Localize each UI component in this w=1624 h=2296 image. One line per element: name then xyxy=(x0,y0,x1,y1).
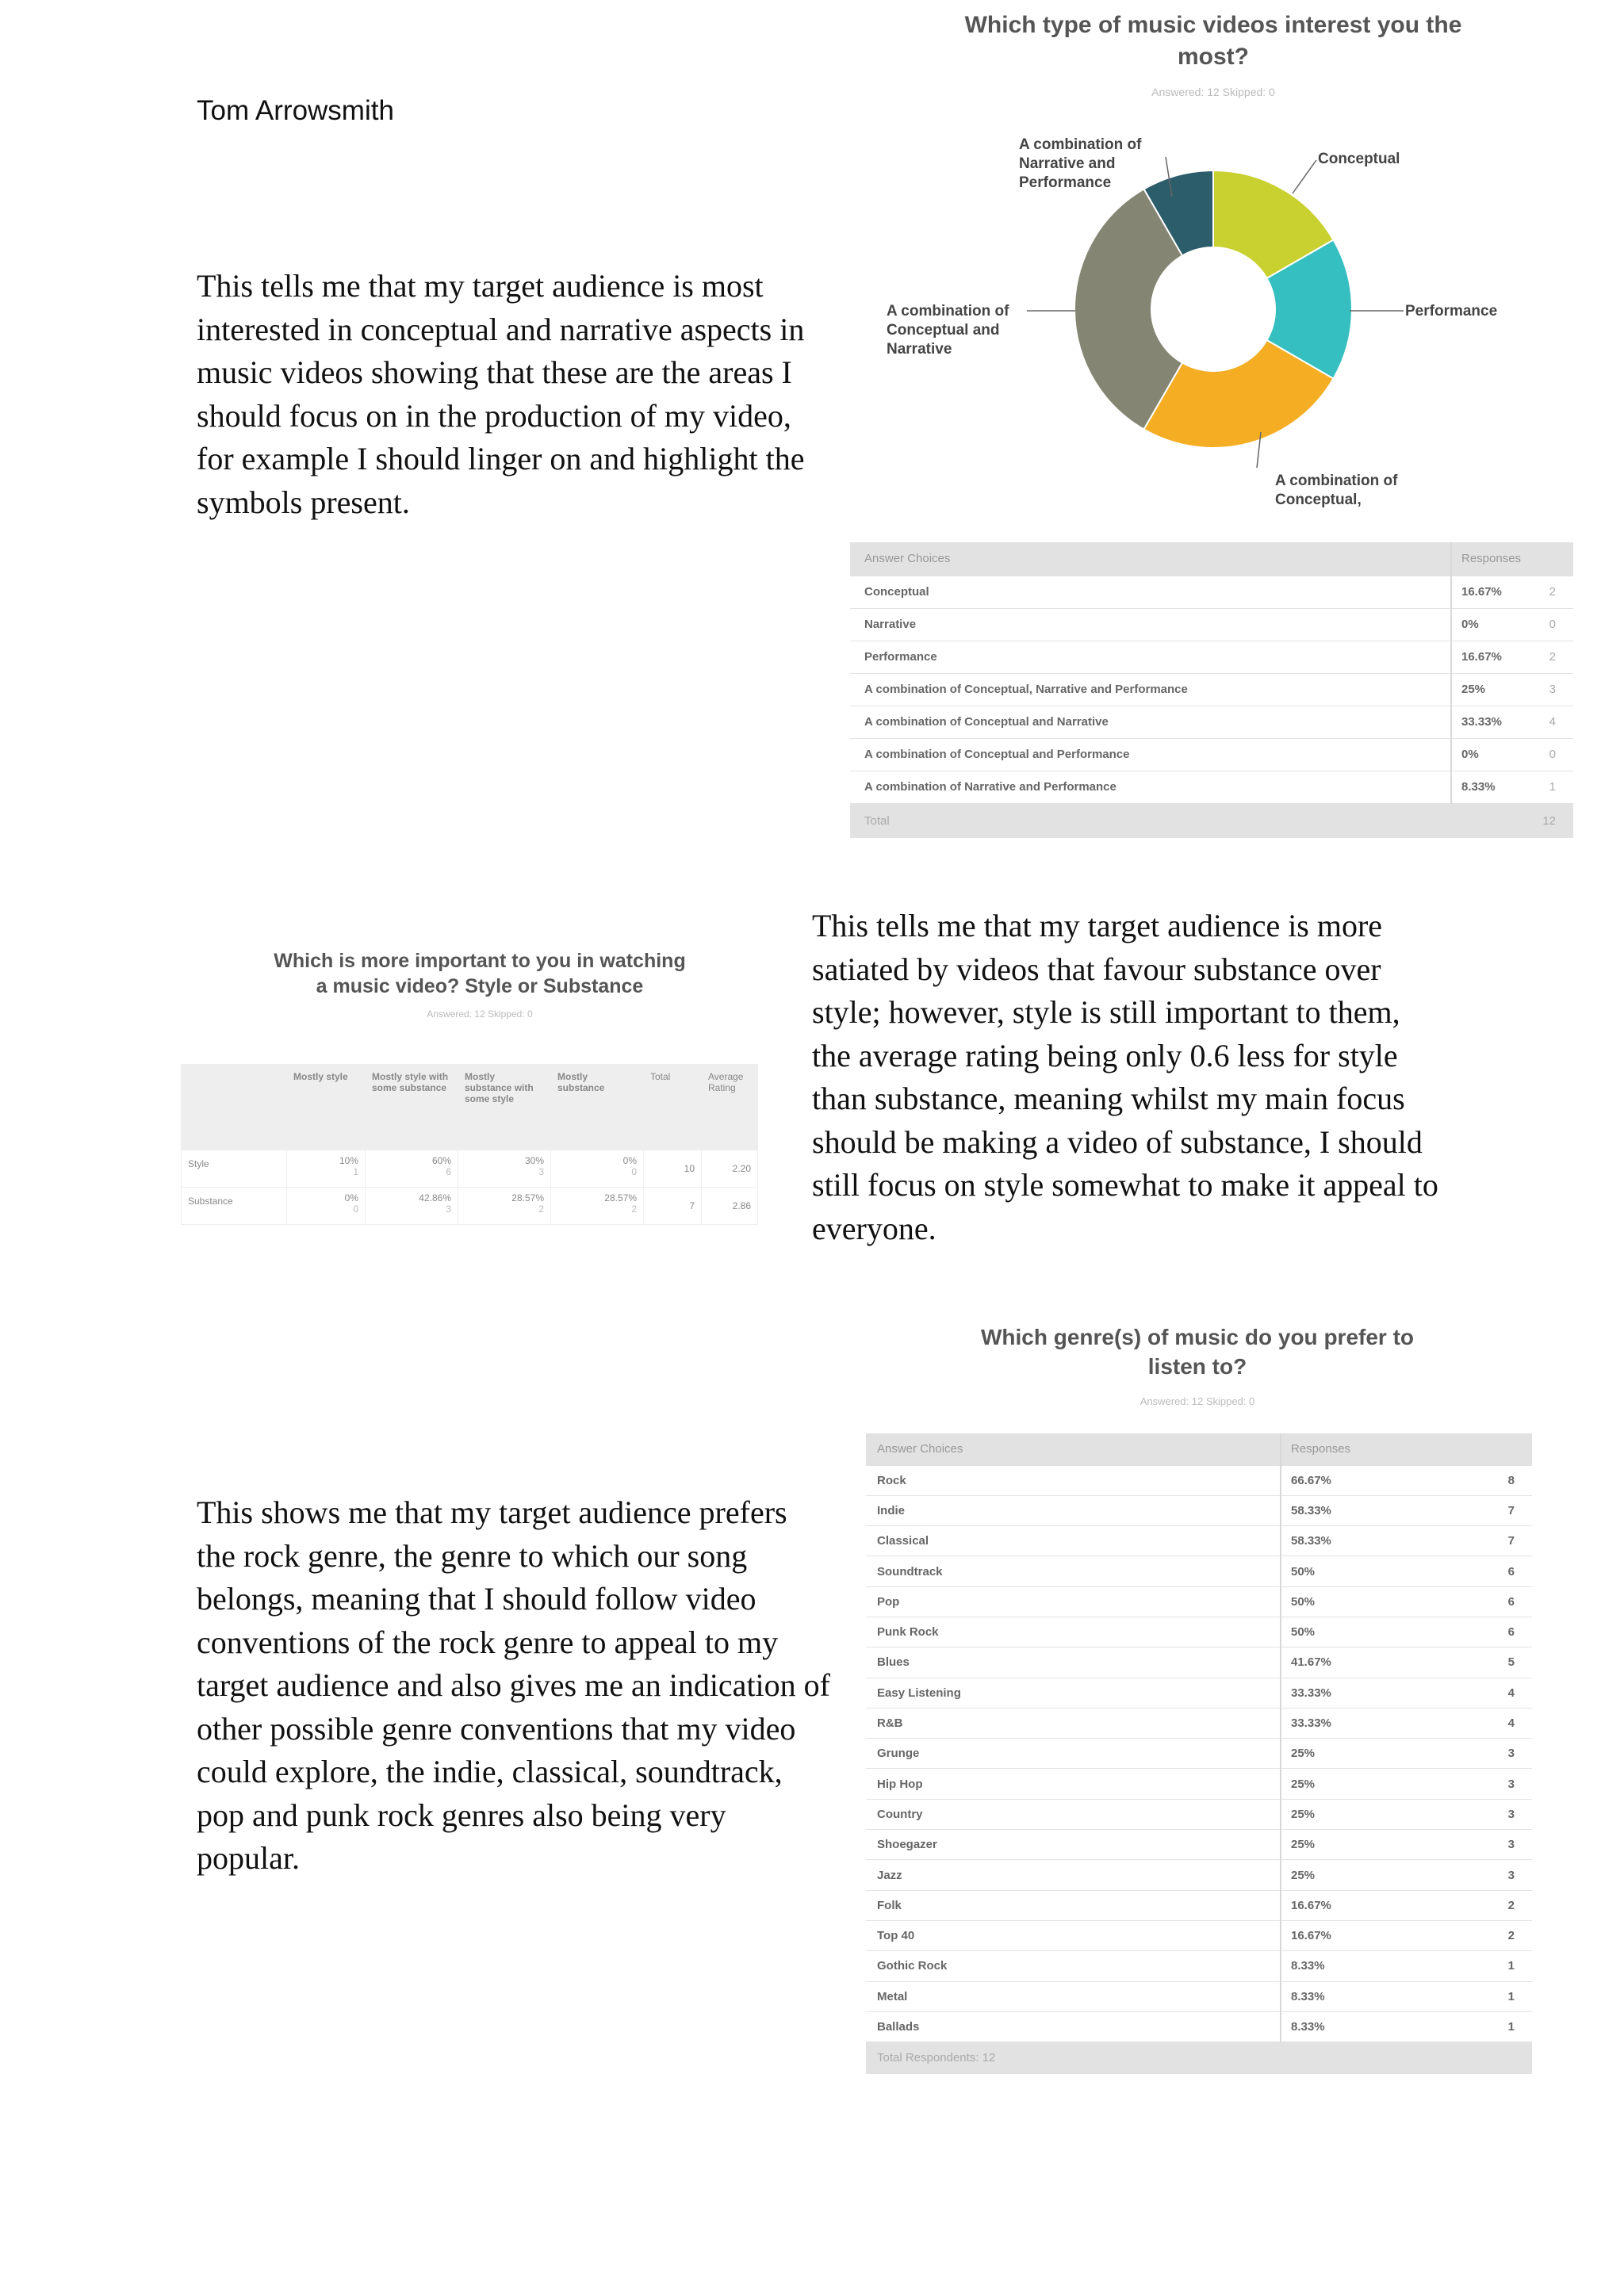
q3-row-count: 3 xyxy=(1466,1739,1532,1769)
q3-row-label: Folk xyxy=(866,1890,1281,1920)
q1-table-row xyxy=(850,673,1573,706)
q2-row-total: 10 xyxy=(644,1150,702,1188)
q3-row-label: Indie xyxy=(866,1495,1281,1525)
q1-row-pct: 8.33% xyxy=(1461,780,1496,794)
q1-table xyxy=(850,542,1573,838)
q3-row-label: Gothic Rock xyxy=(866,1951,1281,1981)
q3-table-row xyxy=(866,1586,1532,1617)
q2-table-header xyxy=(182,1065,758,1150)
q3-row-pct: 25% xyxy=(1281,1830,1466,1860)
q1-row-count: 2 xyxy=(1549,650,1556,664)
q2-meta: Answered: 12 Skipped: 0 xyxy=(427,1008,533,1020)
analysis-paragraph-3: This shows me that my target audience prefers the rock genre, the genre to which our song belongs, meaning that I should follow video conventions of the rock genre to appeal to my target audience and also gives me an indication of other possible genre conventions that my video could explore, the indie, classical, soundtrack, pop and punk rock genres also being very popular. xyxy=(197,1494,830,1876)
q1-row-label: A combination of Conceptual and Narrative xyxy=(850,706,1451,738)
q3-row-label: Hip Hop xyxy=(866,1769,1281,1799)
q3-row-pct: 8.33% xyxy=(1281,1981,1466,2011)
q3-row-count: 3 xyxy=(1466,1769,1532,1799)
q3-table-footer xyxy=(866,2042,1532,2074)
q1-row-response xyxy=(1451,706,1573,738)
q3-table-header xyxy=(866,1433,1532,1465)
q3-row-pct: 33.33% xyxy=(1281,1708,1466,1738)
q3-meta: Answered: 12 Skipped: 0 xyxy=(1139,1395,1255,1407)
q3-row-label: Grunge xyxy=(866,1739,1281,1769)
q1-row-response xyxy=(1451,576,1573,608)
q3-row-pct: 58.33% xyxy=(1281,1526,1466,1556)
label-narr-perf-1: A combination of xyxy=(1019,136,1142,153)
q3-table-row xyxy=(866,1769,1532,1799)
q2-cell-count: 6 xyxy=(446,1166,451,1177)
q1-total-value: 12 xyxy=(1451,803,1573,838)
analysis-paragraph-2: This tells me that my target audience is more satiated by videos that favour substance over style; however, style is still important to them, the average rating being only 0.6 less for style than substance, meaning whilst my main focus should be making a video of substance, I should still focus on style somewhat to make it appeal to everyone. xyxy=(812,908,1438,1246)
q3-row-pct: 25% xyxy=(1281,1769,1466,1799)
q2-row-label: Style xyxy=(182,1150,287,1188)
q2-cell-pct: 0% xyxy=(344,1192,358,1203)
q2-cell-pct: 42.86% xyxy=(419,1192,451,1203)
q3-row-count: 1 xyxy=(1466,1951,1532,1981)
q2-cell-pct: 28.57% xyxy=(511,1192,544,1203)
q3-row-count: 2 xyxy=(1466,1890,1532,1920)
q3-table-row xyxy=(866,1617,1532,1647)
q2-cell-4 xyxy=(551,1150,644,1188)
q2-cell-count: 0 xyxy=(353,1203,358,1215)
q3-table-row xyxy=(866,1465,1532,1495)
q1-meta: Answered: 12 Skipped: 0 xyxy=(1151,86,1275,98)
q1-table-row xyxy=(850,608,1573,641)
q3-row-label: Soundtrack xyxy=(866,1556,1281,1586)
q3-table-row xyxy=(866,1981,1532,2011)
q3-row-count: 4 xyxy=(1466,1678,1532,1708)
q3-header-responses: Responses xyxy=(1281,1433,1532,1465)
q2-row-avg: 2.20 xyxy=(702,1150,758,1188)
q2-header-6: Average Rating xyxy=(702,1065,758,1150)
label-performance: Performance xyxy=(1405,303,1498,320)
q3-title-line2: listen to? xyxy=(1147,1354,1247,1379)
q2-cell-3 xyxy=(458,1150,551,1188)
q3-total-label: Total Respondents: 12 xyxy=(866,2042,1532,2074)
q2-cell-1 xyxy=(287,1188,366,1225)
label-conc-narr-3: Narrative xyxy=(887,341,952,358)
label-conc-all-2: Conceptual, xyxy=(1275,492,1362,508)
q1-row-label: A combination of Conceptual and Performance xyxy=(850,738,1451,771)
q1-row-pct: 16.67% xyxy=(1461,585,1502,599)
q1-row-pct: 0% xyxy=(1461,618,1479,631)
q2-header-2: Mostly style with some substance xyxy=(366,1065,458,1150)
q3-row-pct: 25% xyxy=(1281,1799,1466,1829)
q3-row-label: Pop xyxy=(866,1586,1281,1617)
q3-header-choices: Answer Choices xyxy=(866,1433,1281,1465)
q2-cell-count: 0 xyxy=(631,1166,637,1177)
q3-row-count: 1 xyxy=(1466,2011,1532,2042)
q3-row-label: Rock xyxy=(866,1465,1281,1495)
q1-row-pct: 25% xyxy=(1461,683,1486,696)
q1-donut-chart xyxy=(864,127,1578,523)
q3-row-count: 7 xyxy=(1466,1495,1532,1525)
q2-row-label: Substance xyxy=(182,1188,287,1225)
q3-table-row xyxy=(866,1830,1532,1860)
q3-row-label: Easy Listening xyxy=(866,1678,1281,1708)
q3-row-count: 6 xyxy=(1466,1617,1532,1647)
q2-cell-count: 2 xyxy=(631,1203,637,1215)
label-narr-perf-2: Narrative and xyxy=(1019,155,1116,172)
q2-title xyxy=(238,948,722,999)
q3-table-row xyxy=(866,1526,1532,1556)
q3-row-pct: 16.67% xyxy=(1281,1890,1466,1920)
q1-row-pct: 0% xyxy=(1461,748,1479,761)
q3-row-count: 6 xyxy=(1466,1556,1532,1586)
q3-row-pct: 50% xyxy=(1281,1586,1466,1617)
q3-table-row xyxy=(866,1860,1532,1890)
label-narr-perf-3: Performance xyxy=(1019,174,1112,191)
q3-row-label: Classical xyxy=(866,1526,1281,1556)
q3-row-pct: 16.67% xyxy=(1281,1920,1466,1950)
q3-table xyxy=(866,1433,1532,2074)
q3-row-pct: 58.33% xyxy=(1281,1495,1466,1525)
q1-row-label: A combination of Narrative and Performance xyxy=(850,771,1451,803)
q3-row-count: 6 xyxy=(1466,1586,1532,1617)
q3-row-count: 1 xyxy=(1466,1981,1532,2011)
q2-cell-pct: 60% xyxy=(431,1155,451,1166)
q2-title-line1: Which is more important to you in watching xyxy=(274,950,686,972)
analysis-paragraph-1: This tells me that my target audience is most interested in conceptual and narrative aspects in music videos showing that these are the areas I should focus on in the production of my video, for example I should linger on and highlight the symbols present. xyxy=(197,268,805,520)
author-name: Tom Arrowsmith xyxy=(197,95,394,126)
q1-table-row xyxy=(850,706,1573,738)
q3-row-count: 8 xyxy=(1466,1465,1532,1495)
q1-header-responses: Responses xyxy=(1451,542,1573,576)
label-conc-narr-2: Conceptual and xyxy=(887,322,1000,339)
q1-row-count: 3 xyxy=(1549,683,1556,696)
q3-title-line1: Which genre(s) of music do you prefer to xyxy=(980,1325,1415,1349)
q1-table-footer xyxy=(850,803,1573,838)
q3-title xyxy=(912,1322,1483,1381)
q2-table xyxy=(181,1064,758,1225)
q3-table-row xyxy=(866,1678,1532,1708)
q1-row-response xyxy=(1451,641,1573,673)
q3-row-label: Metal xyxy=(866,1981,1281,2011)
q3-row-label: Punk Rock xyxy=(866,1617,1281,1647)
q3-row-count: 2 xyxy=(1466,1920,1532,1950)
q1-table-row xyxy=(850,771,1573,803)
q1-row-pct: 16.67% xyxy=(1461,650,1502,664)
q1-table-row xyxy=(850,576,1573,608)
q3-row-pct: 33.33% xyxy=(1281,1678,1466,1708)
q1-table-header xyxy=(850,542,1573,576)
q3-table-row xyxy=(866,1890,1532,1920)
q2-cell-1 xyxy=(287,1150,366,1188)
q3-table-row xyxy=(866,1495,1532,1525)
q3-row-pct: 25% xyxy=(1281,1860,1466,1890)
q3-row-count: 7 xyxy=(1466,1526,1532,1556)
q3-row-count: 5 xyxy=(1466,1647,1532,1678)
q3-row-pct: 8.33% xyxy=(1281,1951,1466,1981)
q3-row-pct: 25% xyxy=(1281,1739,1466,1769)
q2-cell-pct: 30% xyxy=(524,1155,544,1166)
q3-row-pct: 66.67% xyxy=(1281,1465,1466,1495)
q3-row-count: 3 xyxy=(1466,1799,1532,1829)
q1-row-count: 0 xyxy=(1549,618,1556,631)
q1-table-row xyxy=(850,738,1573,771)
q1-header-choices: Answer Choices xyxy=(850,542,1451,576)
q3-row-pct: 41.67% xyxy=(1281,1647,1466,1678)
q1-row-response xyxy=(1451,771,1573,803)
q3-row-label: Shoegazer xyxy=(866,1830,1281,1860)
q3-row-pct: 50% xyxy=(1281,1556,1466,1586)
q2-cell-count: 3 xyxy=(538,1166,544,1177)
q1-row-label: Conceptual xyxy=(850,576,1451,608)
q1-row-count: 1 xyxy=(1549,780,1556,794)
q2-title-line2: a music video? Style or Substance xyxy=(316,975,644,997)
label-conc-all-1: A combination of xyxy=(1275,473,1398,489)
q2-cell-count: 3 xyxy=(446,1203,451,1215)
q2-header-4: Mostly substance xyxy=(551,1065,644,1150)
q1-row-count: 4 xyxy=(1549,715,1556,729)
q2-table-row xyxy=(182,1150,758,1188)
q2-cell-pct: 0% xyxy=(622,1155,637,1166)
q3-row-label: Ballads xyxy=(866,2011,1281,2042)
q3-row-label: R&B xyxy=(866,1708,1281,1738)
leader-line-conceptual xyxy=(1293,160,1316,193)
q1-total-label: Total xyxy=(850,803,1451,838)
q3-row-label: Jazz xyxy=(866,1860,1281,1890)
q3-row-count: 3 xyxy=(1466,1830,1532,1860)
q1-row-pct: 33.33% xyxy=(1461,715,1502,729)
q2-cell-pct: 10% xyxy=(339,1155,358,1166)
q3-row-label: Blues xyxy=(866,1647,1281,1678)
q2-cell-count: 1 xyxy=(353,1166,358,1177)
q3-row-count: 4 xyxy=(1466,1708,1532,1738)
q2-cell-2 xyxy=(366,1188,458,1225)
q2-header-1: Mostly style xyxy=(287,1065,366,1150)
q1-table-row xyxy=(850,641,1573,673)
q3-table-row xyxy=(866,1951,1532,1981)
q1-title xyxy=(912,10,1515,73)
q1-row-count: 2 xyxy=(1549,585,1556,599)
q1-row-response xyxy=(1451,738,1573,771)
q3-table-row xyxy=(866,2011,1532,2042)
q2-cell-2 xyxy=(366,1150,458,1188)
q3-row-pct: 50% xyxy=(1281,1617,1466,1647)
q1-title-line2: most? xyxy=(1178,44,1249,70)
q2-row-total: 7 xyxy=(644,1188,702,1225)
q2-header-5: Total xyxy=(644,1065,702,1150)
q3-row-label: Top 40 xyxy=(866,1920,1281,1950)
q1-row-response xyxy=(1451,673,1573,706)
q2-table-row xyxy=(182,1188,758,1225)
label-conc-narr-1: A combination of xyxy=(887,303,1009,320)
q2-cell-pct: 28.57% xyxy=(604,1192,637,1203)
q3-table-row xyxy=(866,1556,1532,1586)
q2-cell-3 xyxy=(458,1188,551,1225)
q1-row-label: Narrative xyxy=(850,608,1451,641)
q3-table-row xyxy=(866,1739,1532,1769)
q2-cell-4 xyxy=(551,1188,644,1225)
q1-row-label: A combination of Conceptual, Narrative and Performance xyxy=(850,673,1451,706)
q2-header-3: Mostly substance with some style xyxy=(458,1065,551,1150)
q2-cell-count: 2 xyxy=(538,1203,544,1215)
q3-row-count: 3 xyxy=(1466,1860,1532,1890)
q3-row-label: Country xyxy=(866,1799,1281,1829)
q3-table-row xyxy=(866,1708,1532,1738)
q3-table-row xyxy=(866,1647,1532,1678)
q1-row-label: Performance xyxy=(850,641,1451,673)
q3-row-pct: 8.33% xyxy=(1281,2011,1466,2042)
label-conceptual: Conceptual xyxy=(1318,151,1400,167)
q3-table-row xyxy=(866,1799,1532,1829)
q1-row-count: 0 xyxy=(1549,748,1556,761)
q3-table-row xyxy=(866,1920,1532,1950)
q2-row-avg: 2.86 xyxy=(702,1188,758,1225)
q1-row-response xyxy=(1451,608,1573,641)
q1-title-line1: Which type of music videos interest you the xyxy=(964,12,1462,38)
